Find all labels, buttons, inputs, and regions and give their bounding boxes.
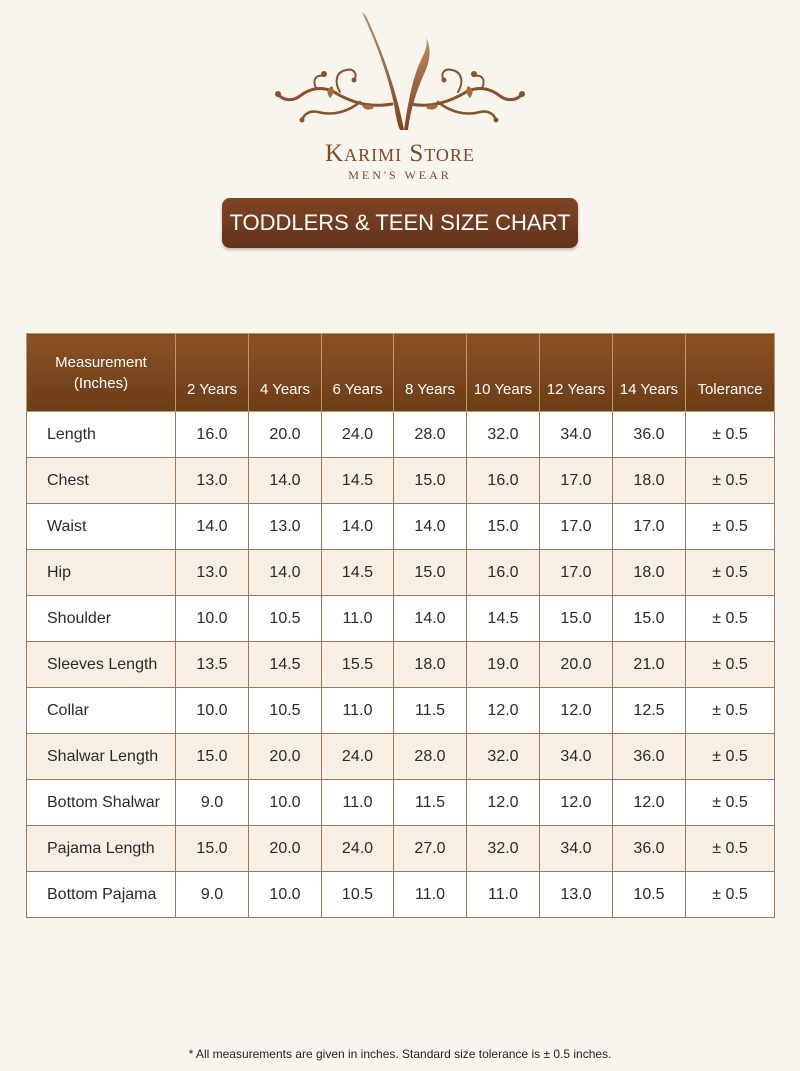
table-row — [27, 596, 775, 642]
size-value-cell: 20.0 — [540, 642, 613, 688]
size-value-cell: 16.0 — [467, 458, 540, 504]
size-value-cell: 14.5 — [249, 642, 322, 688]
size-value-cell: 10.5 — [249, 596, 322, 642]
size-value-cell: 32.0 — [467, 826, 540, 872]
size-value-cell: 15.0 — [394, 550, 467, 596]
table-row — [27, 688, 775, 734]
size-value-cell: 10.0 — [176, 688, 249, 734]
size-value-cell: 28.0 — [394, 412, 467, 458]
size-value-cell: 14.5 — [322, 550, 394, 596]
size-value-cell: 17.0 — [540, 458, 613, 504]
table-row — [27, 642, 775, 688]
size-value-cell: 17.0 — [540, 504, 613, 550]
size-value-cell: 17.0 — [613, 504, 686, 550]
size-value-cell: 11.0 — [467, 872, 540, 918]
size-value-cell: 36.0 — [613, 734, 686, 780]
tolerance-cell: ± 0.5 — [686, 550, 775, 596]
tolerance-cell: ± 0.5 — [686, 780, 775, 826]
size-value-cell: 34.0 — [540, 412, 613, 458]
size-value-cell: 20.0 — [249, 734, 322, 780]
row-label: Length — [27, 412, 176, 458]
size-value-cell: 13.0 — [176, 458, 249, 504]
size-value-cell: 34.0 — [540, 826, 613, 872]
size-value-cell: 17.0 — [540, 550, 613, 596]
size-value-cell: 10.0 — [249, 780, 322, 826]
size-value-cell: 18.0 — [394, 642, 467, 688]
size-value-cell: 15.0 — [176, 734, 249, 780]
size-value-cell: 15.0 — [613, 596, 686, 642]
size-value-cell: 15.0 — [176, 826, 249, 872]
header-measurement — [27, 334, 176, 412]
row-label: Shalwar Length — [27, 734, 176, 780]
size-value-cell: 11.5 — [394, 688, 467, 734]
size-value-cell: 15.0 — [540, 596, 613, 642]
size-value-cell: 34.0 — [540, 734, 613, 780]
footnote: * All measurements are given in inches. Standard size tolerance is ± 0.5 inches. — [188, 1047, 612, 1061]
size-value-cell: 27.0 — [394, 826, 467, 872]
row-label: Bottom Shalwar — [27, 780, 176, 826]
size-value-cell: 11.5 — [394, 780, 467, 826]
size-value-cell: 24.0 — [322, 826, 394, 872]
size-value-cell: 24.0 — [322, 412, 394, 458]
size-value-cell: 14.0 — [176, 504, 249, 550]
size-value-cell: 12.0 — [467, 780, 540, 826]
size-value-cell: 9.0 — [176, 780, 249, 826]
size-value-cell: 18.0 — [613, 458, 686, 504]
row-label: Shoulder — [27, 596, 176, 642]
size-value-cell: 24.0 — [322, 734, 394, 780]
tolerance-cell: ± 0.5 — [686, 642, 775, 688]
size-value-cell: 19.0 — [467, 642, 540, 688]
size-value-cell: 14.0 — [394, 596, 467, 642]
tolerance-cell: ± 0.5 — [686, 826, 775, 872]
brand-name: Karimi Store — [325, 140, 475, 167]
tolerance-cell: ± 0.5 — [686, 504, 775, 550]
tolerance-cell: ± 0.5 — [686, 458, 775, 504]
row-label: Collar — [27, 688, 176, 734]
tolerance-cell: ± 0.5 — [686, 688, 775, 734]
size-value-cell: 11.0 — [322, 596, 394, 642]
header-2-years: 2 Years — [176, 334, 249, 412]
table-row — [27, 550, 775, 596]
header-8-years: 8 Years — [394, 334, 467, 412]
header-4-years: 4 Years — [249, 334, 322, 412]
size-value-cell: 18.0 — [613, 550, 686, 596]
table-row — [27, 872, 775, 918]
size-value-cell: 13.5 — [176, 642, 249, 688]
size-value-cell: 36.0 — [613, 412, 686, 458]
size-value-cell: 12.5 — [613, 688, 686, 734]
size-value-cell: 14.0 — [394, 504, 467, 550]
size-value-cell: 12.0 — [540, 780, 613, 826]
table-header-row — [27, 334, 775, 412]
row-label: Bottom Pajama — [27, 872, 176, 918]
size-value-cell: 10.5 — [322, 872, 394, 918]
size-value-cell: 32.0 — [467, 734, 540, 780]
size-value-cell: 21.0 — [613, 642, 686, 688]
header-tolerance: Tolerance — [686, 334, 775, 412]
size-value-cell: 12.0 — [540, 688, 613, 734]
ornamental-k-logo-icon — [270, 8, 530, 143]
header-14-years: 14 Years — [613, 334, 686, 412]
size-value-cell: 10.0 — [249, 872, 322, 918]
row-label: Pajama Length — [27, 826, 176, 872]
size-value-cell: 13.0 — [540, 872, 613, 918]
table-row — [27, 826, 775, 872]
row-label: Hip — [27, 550, 176, 596]
table-row — [27, 504, 775, 550]
size-value-cell: 20.0 — [249, 826, 322, 872]
size-value-cell: 20.0 — [249, 412, 322, 458]
size-value-cell: 32.0 — [467, 412, 540, 458]
tolerance-cell: ± 0.5 — [686, 734, 775, 780]
table-row — [27, 780, 775, 826]
size-value-cell: 11.0 — [322, 780, 394, 826]
row-label: Sleeves Length — [27, 642, 176, 688]
size-value-cell: 15.0 — [394, 458, 467, 504]
size-value-cell: 10.0 — [176, 596, 249, 642]
header-6-years: 6 Years — [322, 334, 394, 412]
size-value-cell: 14.5 — [467, 596, 540, 642]
size-value-cell: 16.0 — [176, 412, 249, 458]
table-row — [27, 458, 775, 504]
size-value-cell: 36.0 — [613, 826, 686, 872]
brand-tagline: MEN'S WEAR — [348, 168, 452, 182]
size-value-cell: 28.0 — [394, 734, 467, 780]
size-value-cell: 14.0 — [249, 550, 322, 596]
size-value-cell: 15.5 — [322, 642, 394, 688]
size-value-cell: 13.0 — [249, 504, 322, 550]
size-value-cell: 13.0 — [176, 550, 249, 596]
size-value-cell: 9.0 — [176, 872, 249, 918]
size-value-cell: 11.0 — [322, 688, 394, 734]
size-value-cell: 14.0 — [249, 458, 322, 504]
header-12-years: 12 Years — [540, 334, 613, 412]
page-title: TODDLERS & TEEN SIZE CHART — [222, 198, 578, 248]
row-label: Chest — [27, 458, 176, 504]
size-value-cell: 10.5 — [613, 872, 686, 918]
header-10-years: 10 Years — [467, 334, 540, 412]
size-value-cell: 12.0 — [467, 688, 540, 734]
header-measurement-label: Measurement — [55, 353, 147, 371]
size-value-cell: 12.0 — [613, 780, 686, 826]
size-value-cell: 15.0 — [467, 504, 540, 550]
table-row — [27, 412, 775, 458]
tolerance-cell: ± 0.5 — [686, 596, 775, 642]
size-value-cell: 14.5 — [322, 458, 394, 504]
size-value-cell: 10.5 — [249, 688, 322, 734]
size-value-cell: 16.0 — [467, 550, 540, 596]
tolerance-cell: ± 0.5 — [686, 872, 775, 918]
size-chart-table — [26, 333, 775, 918]
tolerance-cell: ± 0.5 — [686, 412, 775, 458]
row-label: Waist — [27, 504, 176, 550]
header-measurement-unit: (Inches) — [73, 374, 129, 392]
size-value-cell: 11.0 — [394, 872, 467, 918]
size-value-cell: 14.0 — [322, 504, 394, 550]
table-row — [27, 734, 775, 780]
